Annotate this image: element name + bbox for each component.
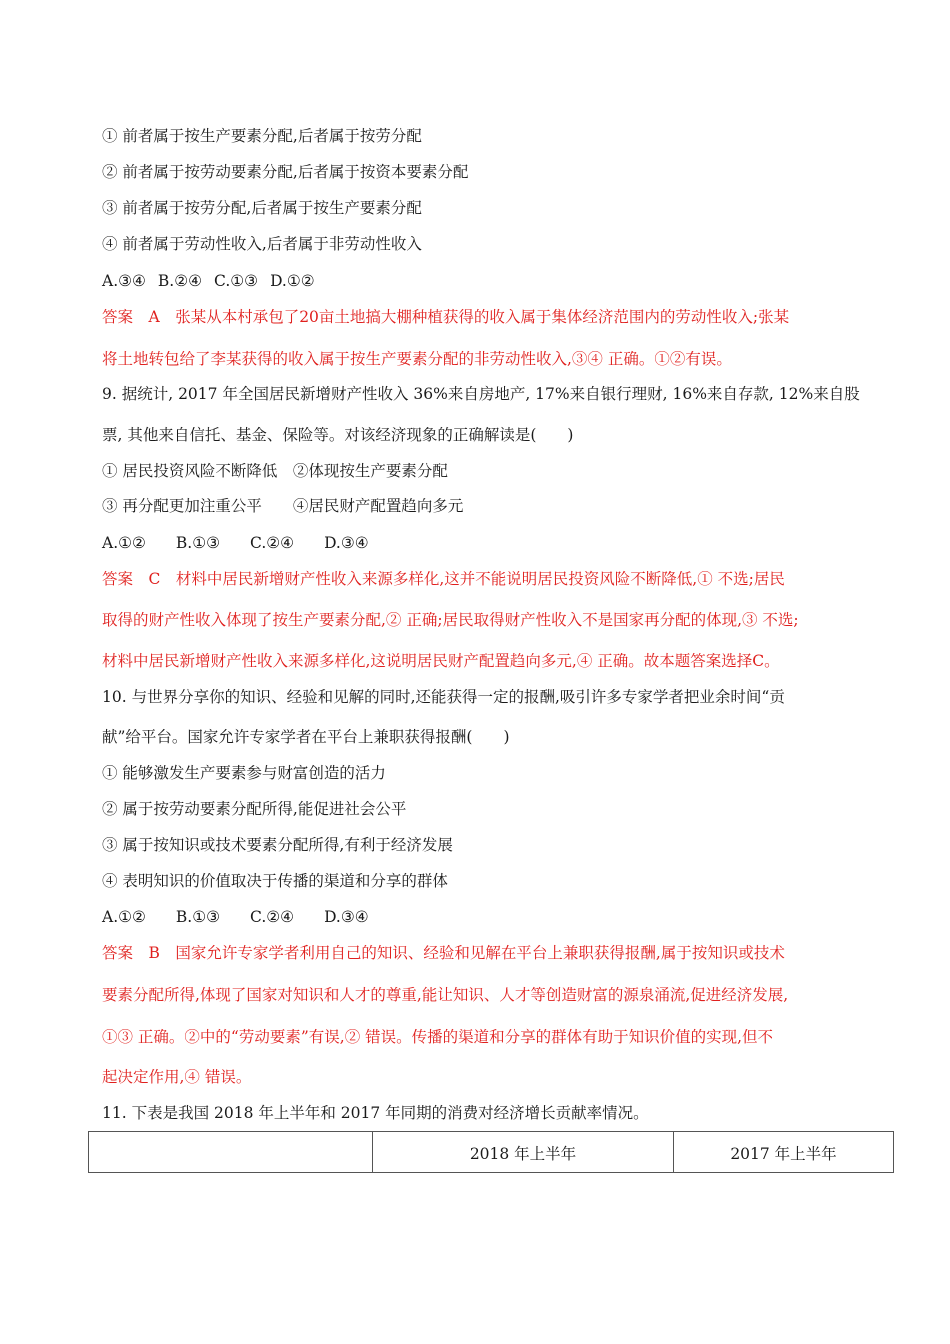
choice-b: B.①③ — [175, 908, 221, 926]
q9-options-3-4: ③ 再分配更加注重公平 ④居民财产配置趋向多元 — [102, 497, 464, 515]
q9-answer-line-2: 取得的财产性收入体现了按生产要素分配,② 正确;居民取得财产性收入不是国家再分配的体现,③ 不选; — [102, 611, 799, 629]
q10-option-1: ① 能够激发生产要素参与财富创造的活力 — [102, 764, 386, 782]
q10-option-2: ② 属于按劳动要素分配所得,能促进社会公平 — [102, 800, 407, 818]
choice-a: A.①② — [102, 908, 146, 926]
q10-answer-line-2: 要素分配所得,体现了国家对知识和人才的尊重,能让知识、人才等创造财富的源泉涌流,促进经济发展, — [102, 986, 789, 1004]
q10-stem-line-2: 献”给平台。国家允许专家学者在平台上兼职获得报酬( ) — [102, 728, 510, 746]
q8-option-1: ① 前者属于按生产要素分配,后者属于按劳分配 — [102, 127, 422, 145]
q8-option-4: ④ 前者属于劳动性收入,后者属于非劳动性收入 — [102, 235, 422, 253]
q10-choices — [102, 907, 399, 927]
choice-d: D.①② — [270, 272, 315, 290]
q9-stem-line-1: 9. 据统计, 2017 年全国居民新增财产性收入 36%来自房地产, 17%来自银行理财, 16%来自存款, 12%来自股 — [102, 385, 860, 403]
choice-c: C.①③ — [214, 272, 259, 290]
q10-option-3: ③ 属于按知识或技术要素分配所得,有利于经济发展 — [102, 836, 453, 854]
q8-answer-line-2: 将土地转包给了李某获得的收入属于按生产要素分配的非劳动性收入,③④ 正确。①②有误。 — [102, 350, 732, 368]
q10-answer-line-3: ①③ 正确。②中的“劳动要素”有误,② 错误。传播的渠道和分享的群体有助于知识价值的实现,但不 — [102, 1028, 774, 1046]
q8-answer-line-1: 答案 A 张某从本村承包了20亩土地搞大棚种植获得的收入属于集体经济范围内的劳动性收入;张某 — [102, 308, 790, 326]
choice-d: D.③④ — [324, 534, 369, 552]
q10-option-4: ④ 表明知识的价值取决于传播的渠道和分享的群体 — [102, 872, 448, 890]
choice-b: B.①③ — [175, 534, 221, 552]
table-header-2017: 2017 年上半年 — [730, 1145, 837, 1163]
q9-answer-line-1: 答案 C 材料中居民新增财产性收入来源多样化,这并不能说明居民投资风险不断降低,① 不选;居民 — [102, 570, 785, 588]
q9-choices — [102, 533, 399, 553]
table-header-2018: 2018 年上半年 — [373, 1132, 674, 1172]
q8-option-3: ③ 前者属于按劳分配,后者属于按生产要素分配 — [102, 199, 422, 217]
q10-answer-line-4: 起决定作用,④ 错误。 — [102, 1068, 252, 1086]
q9-answer-line-3: 材料中居民新增财产性收入来源多样化,这说明居民财产配置趋向多元,④ 正确。故本题答案选择C。 — [102, 652, 780, 670]
q8-option-2: ② 前者属于按劳动要素分配,后者属于按资本要素分配 — [102, 163, 469, 181]
table-header-blank — [89, 1132, 373, 1172]
q9-stem-line-2: 票, 其他来自信托、基金、保险等。对该经济现象的正确解读是( ) — [102, 426, 574, 444]
q10-answer-line-1: 答案 B 国家允许专家学者利用自己的知识、经验和见解在平台上兼职获得报酬,属于按知识或技术 — [102, 944, 785, 962]
q9-options-1-2: ① 居民投资风险不断降低 ②体现按生产要素分配 — [102, 462, 448, 480]
choice-d: D.③④ — [324, 908, 369, 926]
contribution-rate-table — [88, 1131, 894, 1173]
choice-b: B.②④ — [157, 272, 203, 290]
q11-stem: 11. 下表是我国 2018 年上半年和 2017 年同期的消费对经济增长贡献率情况。 — [102, 1104, 649, 1122]
q8-choices — [102, 271, 327, 291]
choice-c: C.②④ — [250, 534, 295, 552]
choice-a: A.①② — [102, 534, 146, 552]
q10-stem-line-1: 10. 与世界分享你的知识、经验和见解的同时,还能获得一定的报酬,吸引许多专家学者把业余时间“贡 — [102, 688, 785, 706]
choice-a: A.③④ — [102, 272, 146, 290]
choice-c: C.②④ — [250, 908, 295, 926]
